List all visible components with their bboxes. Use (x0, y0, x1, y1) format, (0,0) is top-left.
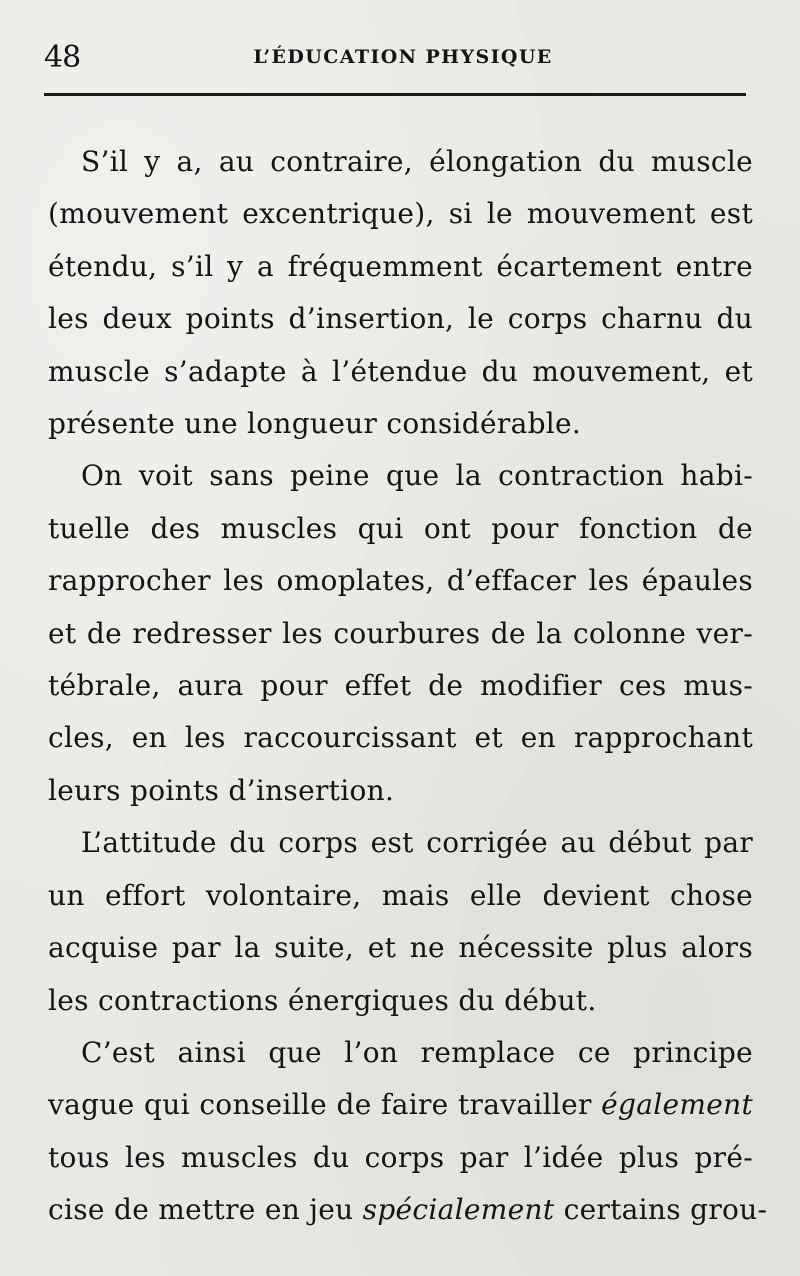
text-line: rapprocher les omoplates, d’effacer les épaules (48, 564, 753, 598)
text-line: C’est ainsi que l’on remplace ce principe (81, 1035, 753, 1069)
paragraph-2 (48, 450, 753, 817)
header-rule (44, 93, 746, 96)
text-run: certains grou- (554, 1193, 768, 1227)
text-line: tous les muscles du corps par l’idée plus pré- (48, 1140, 753, 1174)
text-run: cise de mettre en jeu (48, 1193, 363, 1227)
text-line: cles, en les raccourcissant et en rapprochant (48, 721, 753, 755)
text-line: les deux points d’insertion, le corps charnu du (48, 302, 753, 336)
text-line: S’il y a, au contraire, élongation du muscle (81, 145, 753, 178)
body-text (48, 136, 768, 1237)
italic-text: également (601, 1088, 753, 1122)
text-line: tébrale, aura pour effet de modifier ces mus- (48, 669, 753, 703)
text-line: L’attitude du corps est corrigée au début par (81, 826, 753, 860)
text-run: vague qui conseille de faire travailler (48, 1088, 602, 1122)
running-title: L’ÉDUCATION PHYSIQUE (253, 46, 553, 68)
text-line: et de redresser les courbures de la colonne ver- (48, 616, 753, 650)
text-line: muscle s’adapte à l’étendue du mouvement, et (48, 354, 753, 388)
italic-text: spécialement (362, 1193, 555, 1227)
text-line: On voit sans peine que la contraction habi- (81, 459, 753, 493)
text-line: étendu, s’il y a fréquemment écartement entre (48, 249, 753, 283)
text-line: les contractions énergiques du début. (48, 983, 597, 1017)
paragraph-4 (48, 1027, 768, 1237)
text-line: présente une longueur considérable. (48, 407, 582, 441)
page-number: 48 (44, 40, 81, 75)
paragraph-3 (48, 817, 753, 1027)
text-line: leurs points d’insertion. (48, 773, 395, 807)
text-line: un effort volontaire, mais elle devient chose (48, 878, 753, 912)
text-line: (mouvement excentrique), si le mouvement est (48, 197, 753, 231)
text-line: acquise par la suite, et ne nécessite plus alors (48, 931, 753, 965)
text-line: tuelle des muscles qui ont pour fonction de (48, 511, 753, 545)
paragraph-1 (48, 136, 753, 450)
text-line (48, 1184, 768, 1236)
text-line (48, 1079, 753, 1131)
